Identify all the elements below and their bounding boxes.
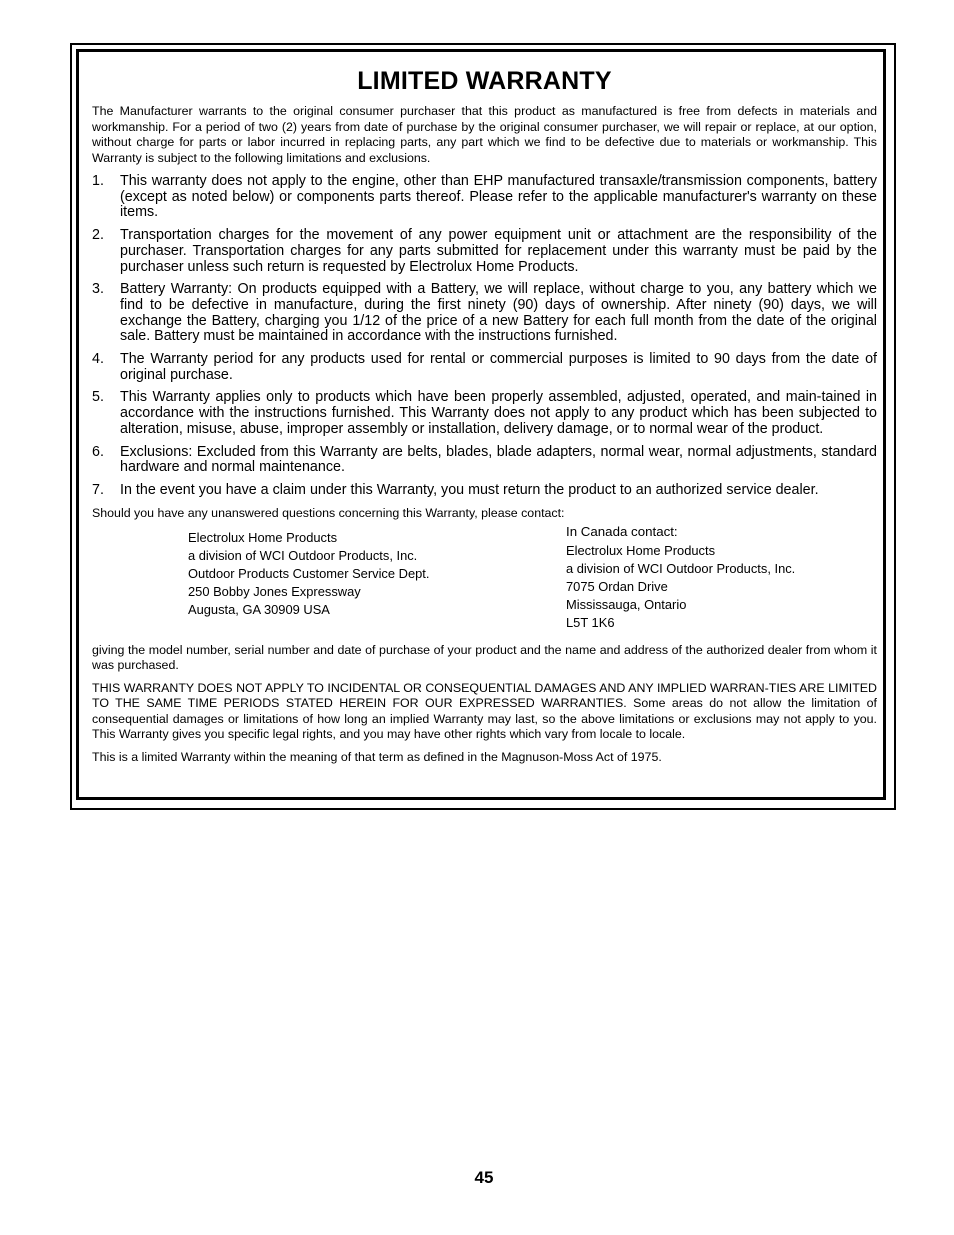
address-line: Augusta, GA 30909 USA <box>188 601 330 617</box>
address-line: Mississauga, Ontario <box>566 596 687 612</box>
us-address <box>188 529 429 619</box>
list-item-number: 4. <box>92 351 104 368</box>
address-line: L5T 1K6 <box>566 614 615 630</box>
address-line: 7075 Ordan Drive <box>566 578 668 594</box>
list-item-number: 6. <box>92 443 104 460</box>
contact-question: Should you have any unanswered questions concerning this Warranty, please contact: <box>92 505 565 520</box>
address-line: Electrolux Home Products <box>188 529 338 545</box>
list-item-number: 7. <box>92 481 104 498</box>
list-item <box>92 282 877 345</box>
list-item <box>92 390 877 437</box>
address-line: a division of WCI Outdoor Products, Inc. <box>188 547 418 563</box>
canada-heading: In Canada contact: <box>566 523 678 539</box>
list-item-text: This Warranty applies only to products which have been properly assembled, adjusted, operated, and main-tained in accordance with the instructions furnished. This Warranty does not apply to any product which has been subjected to alteration, misuse, abuse, improper assembly or installation, delivery damage, or to normal wear of the product. <box>120 389 877 437</box>
list-item-number: 3. <box>92 281 104 298</box>
list-item-text: This warranty does not apply to the engine, other than EHP manufactured transaxle/transmission components, battery (except as noted below) or components parts thereof. Please refer to the applicable manufacturer's warranty on these items. <box>120 173 877 221</box>
list-item-number: 1. <box>92 173 104 189</box>
address-line: a division of WCI Outdoor Products, Inc. <box>566 560 796 576</box>
disclaimer-paragraph: THIS WARRANTY DOES NOT APPLY TO INCIDENTAL OR CONSEQUENTIAL DAMAGES AND ANY IMPLIED WARRAN-TIES ARE LIMITED TO THE SAME TIME PERIODS STATED HEREIN FOR OUR EXPRESSED WARRANTIES. Some areas do not allow the limitation of consequential damages or limitations of how long an implied Warranty may last, so the above limitations or exclusions may not apply to you. This Warranty gives you specific legal rights, and you may have other rights which vary from locale to locale. <box>92 680 877 742</box>
list-item-text: In the event you have a claim under this Warranty, you must return the product to an authorized service dealer. <box>120 481 819 498</box>
list-item <box>92 352 877 383</box>
address-line: Electrolux Home Products <box>566 542 716 558</box>
list-item-text: The Warranty period for any products used for rental or commercial purposes is limited to 90 days from the date of original purchase. <box>120 351 877 383</box>
canada-address <box>566 523 795 632</box>
magnuson-moss-paragraph: This is a limited Warranty within the meaning of that term as defined in the Magnuson-Moss Act of 1975. <box>92 749 662 764</box>
list-item <box>92 483 877 499</box>
list-item-text: Transportation charges for the movement of any power equipment unit or attachment are the responsibility of the purchaser. Transportation charges for any parts submitted for replacement under this warranty must be paid by the purchaser unless such return is requested by Electrolux Home Products. <box>120 227 877 275</box>
address-block <box>92 521 877 643</box>
intro-paragraph: The Manufacturer warrants to the original consumer purchaser that this product as manufactured is free from defects in materials and workmanship. For a period of two (2) years from date of purchase by the original consumer purchaser, we will repair or replace, at our option, without charge for parts or labor incurred in replacing parts, any part which we find to be defective due to materials or workmanship. This Warranty is subject to the following limitations and exclusions. <box>92 104 877 165</box>
list-item-text: Exclusions: Excluded from this Warranty are belts, blades, blade adapters, normal wear, normal adjustments, standard hardware and normal maintenance. <box>120 443 877 476</box>
page-title: LIMITED WARRANTY <box>357 67 612 95</box>
list-item <box>92 174 877 221</box>
list-item <box>92 228 877 275</box>
address-line: Outdoor Products Customer Service Dept. <box>188 565 430 581</box>
list-item-number: 2. <box>92 227 104 244</box>
list-item <box>92 445 877 476</box>
page-number: 45 <box>474 1168 494 1187</box>
address-line: 250 Bobby Jones Expressway <box>188 583 361 599</box>
list-item-number: 5. <box>92 389 104 406</box>
list-item-text: Battery Warranty: On products equipped with a Battery, we will replace, without charge to you, any battery which we find to be defective in manufacture, during the first ninety (90) days of ownership. After ninety (90) days, we will exchange the Battery, charging you 1/12 of the price of a new Battery for each full month from the date of the original sale. Battery must be maintained in accordance with the instructions furnished. <box>120 281 877 345</box>
giving-paragraph: giving the model number, serial number and date of purchase of your product and the name and address of the authorized dealer from whom it was purchased. <box>92 642 877 673</box>
limitations-list <box>92 174 877 499</box>
warranty-content <box>92 64 877 765</box>
